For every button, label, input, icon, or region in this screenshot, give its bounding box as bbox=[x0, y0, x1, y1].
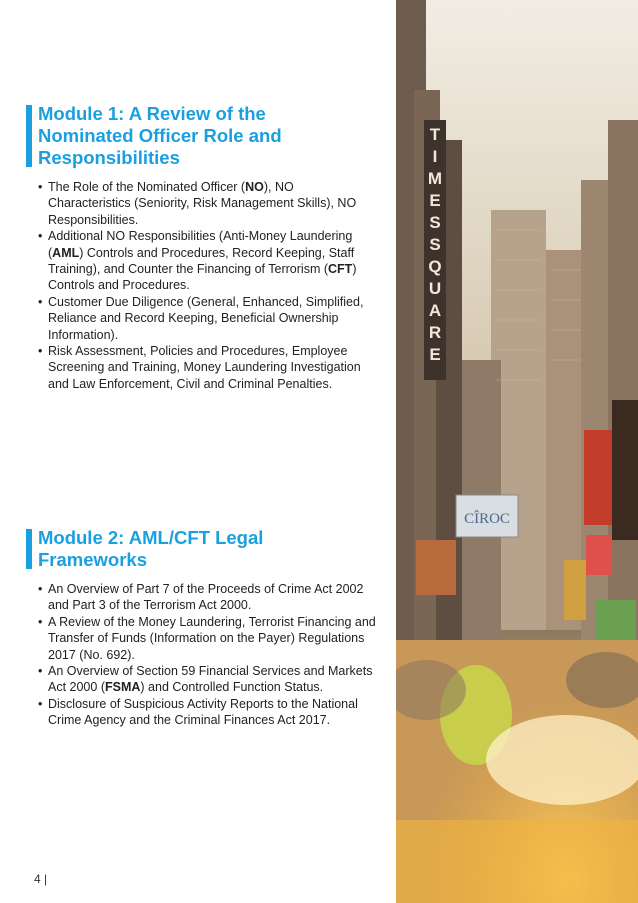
item-text: A Review of the Money Laundering, Terrorist Financing and Transfer of Funds (Information on the Payer) Regulations 2017 (No. 692). bbox=[48, 614, 376, 662]
module-2-list bbox=[26, 581, 376, 729]
sign-letter: E bbox=[429, 345, 441, 364]
billboard bbox=[416, 540, 456, 595]
item-text: An Overview of Part 7 of the Proceeds of Crime Act 2002 and Part 3 of the Terrorism Act 2000. bbox=[48, 582, 364, 613]
sign-letter: R bbox=[428, 323, 442, 342]
sign-letter: U bbox=[428, 279, 442, 298]
item-text: ) and Controlled Function Status. bbox=[140, 680, 324, 695]
list-item bbox=[38, 294, 376, 343]
module-2-title: Module 2: AML/CFT Legal Frameworks bbox=[38, 527, 264, 570]
times-square-photo bbox=[396, 0, 638, 903]
item-text: Additional NO Responsibilities (Anti-Money Laundering ( bbox=[48, 229, 353, 260]
sign-letter: E bbox=[429, 191, 441, 210]
item-text: The Role of the Nominated Officer ( bbox=[48, 180, 246, 194]
bold-term: FSMA bbox=[104, 680, 141, 695]
item-text: Risk Assessment, Policies and Procedures, Employee Screening and Training, Money Laundering Investigation and Law Enforcement, Civil and Criminal Penalties. bbox=[48, 344, 361, 391]
bold-term: NO bbox=[245, 180, 264, 194]
billboard bbox=[586, 535, 612, 575]
item-text: ), NO Characteristics (Seniority, Risk Management Skills), NO Responsibilities. bbox=[48, 180, 357, 227]
list-item bbox=[38, 696, 376, 729]
billboard-text: CÎROC bbox=[464, 511, 510, 527]
list-item bbox=[38, 581, 376, 614]
list-item bbox=[38, 343, 376, 392]
module-1-heading bbox=[26, 103, 376, 169]
bold-term: CFT bbox=[328, 262, 353, 277]
sign-letter: S bbox=[429, 213, 441, 232]
bold-term: AML bbox=[52, 245, 80, 260]
sign-letter: M bbox=[427, 169, 443, 188]
module-2-section bbox=[26, 527, 376, 729]
list-item bbox=[38, 663, 376, 696]
module-1-section bbox=[26, 103, 376, 392]
module-2-heading bbox=[26, 527, 376, 571]
building bbox=[608, 120, 638, 660]
list-item bbox=[38, 614, 376, 663]
item-text: Disclosure of Suspicious Activity Reports to the National Crime Agency and the Criminal Finances Act 2017. bbox=[48, 696, 358, 728]
accent-bar bbox=[26, 529, 32, 569]
sign-letter: T bbox=[429, 125, 441, 144]
item-text: ) Controls and Procedures, Record Keeping, Staff Training), and Counter the Financing of Terrorism ( bbox=[48, 245, 355, 277]
sign-letter: A bbox=[428, 301, 442, 320]
module-1-title: Module 1: A Review of the Nominated Officer Role and Responsibilities bbox=[38, 103, 282, 168]
billboard bbox=[584, 430, 612, 525]
item-text: ) Controls and Procedures. bbox=[48, 262, 357, 293]
city-illustration bbox=[396, 0, 638, 903]
road-glow bbox=[396, 820, 638, 903]
item-text: An Overview of Section 59 Financial Services and Markets Act 2000 ( bbox=[48, 664, 373, 695]
list-item bbox=[38, 228, 376, 294]
accent-bar bbox=[26, 105, 32, 167]
list-item bbox=[38, 179, 376, 228]
page-number: 4 | bbox=[34, 872, 48, 886]
sign-letter: S bbox=[429, 235, 441, 254]
billboard bbox=[612, 400, 638, 540]
sign-letter: Q bbox=[428, 257, 442, 276]
sign-letter: I bbox=[432, 147, 438, 166]
module-1-list bbox=[26, 179, 376, 392]
item-text: Customer Due Diligence (General, Enhanced, Simplified, Reliance and Record Keeping, Beneficial Ownership Information). bbox=[48, 294, 364, 342]
